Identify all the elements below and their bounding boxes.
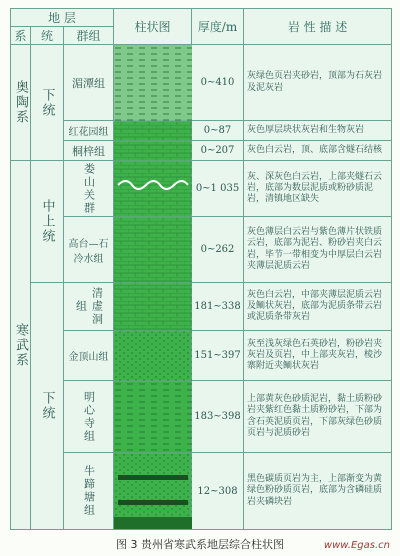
thickness-mingxinsi: 183~398 — [192, 381, 244, 453]
desc-meitan: 灰绿色页岩夹砂岩，顶部为石灰岩及泥灰岩 — [244, 45, 391, 121]
header-system: 系 — [11, 27, 31, 45]
desc-niutitang: 黑色碳质页岩为主，上部渐变为黄绿色粉砂质页岩，底部为含磷硅质岩夹磷块岩 — [247, 474, 383, 507]
group-honghuayuan: 红花园组 — [64, 121, 114, 141]
desc-qingxudong: 灰色白云岩，中部夹薄层泥质云岩及鲕状灰岩，底部为泥质条带云岩或泥质条带灰岩 — [244, 283, 391, 331]
group-niutitang: 牛蹄塘组 — [64, 453, 114, 529]
lithologic-column — [114, 45, 192, 529]
thickness-tongzi: 0~207 — [192, 141, 244, 161]
desc-mingxinsi: 上部黄灰色砂质泥岩，黏土质粉砂岩夹紫红色黏土质粉砂岩，下部为含石英泥质页岩，下部灰绿色砂质页岩与泥质砂岩 — [244, 381, 391, 453]
group-gaotai-shilengshui: 高台—石冷水组 — [64, 217, 114, 283]
header-column: 柱状图 — [114, 9, 192, 45]
group-tongzi: 桐梓组 — [64, 141, 114, 161]
group-mingxinsi: 明心寺组 — [64, 381, 114, 453]
desc-honghuayuan: 灰色厚层块状灰岩和生物灰岩 — [244, 121, 391, 141]
group-qingxudong: 清虚洞组 — [64, 283, 114, 331]
group-jindingshan: 金顶山组 — [64, 331, 114, 381]
header-series: 统 — [31, 27, 64, 45]
lithology-pattern — [114, 45, 192, 529]
group-meitan: 湄潭组 — [64, 45, 114, 121]
header-group: 群组 — [64, 27, 114, 45]
desc-jindingshan: 灰至浅灰绿色石英砂岩，粉砂岩夹灰岩及页岩，中上部夹灰岩，棱沙寨附近夹鲕状灰岩 — [244, 331, 391, 381]
thickness-honghuayuan: 0~87 — [192, 121, 244, 141]
watermark: www.Egas.cn — [323, 540, 390, 551]
series-lower-cambrian: 下统 — [31, 283, 64, 529]
thickness-niutitang: 12~308 — [192, 453, 244, 529]
header-thickness: 厚度/m — [192, 9, 244, 45]
thickness-loushanguan: 0~1 035 — [192, 161, 244, 217]
desc-loushanguan: 灰、深灰色白云岩，上部夹燧石云岩，底部为数层泥质或粉砂质泥岩，清镇地区缺失 — [244, 161, 391, 217]
desc-tongzi: 灰色白云岩，顶、底部含燧石结核 — [244, 141, 391, 161]
series-middle-upper-cambrian: 中上统 — [31, 161, 64, 283]
desc-gaotai: 灰色薄层白云岩与紫色薄片状铁质云岩，底部为泥岩、粉砂岩夹白云岩，毕节一带相变为中厚层白云岩夹薄层泥质云岩 — [244, 217, 391, 283]
thickness-jindingshan: 151~397 — [192, 331, 244, 381]
thickness-gaotai: 0~262 — [192, 217, 244, 283]
thickness-qingxudong: 181~338 — [192, 283, 244, 331]
system-ordovician: 奥陶系 — [11, 45, 31, 161]
thickness-meitan: 0~410 — [192, 45, 244, 121]
header-stratum: 地 层 — [11, 9, 114, 27]
group-loushanguan: 娄山关群 — [64, 161, 114, 217]
figure-caption: 图 3 贵州省寒武系地层综合柱状图 — [116, 538, 284, 551]
system-cambrian: 寒武系 — [11, 161, 31, 529]
header-description: 岩 性 描 述 — [244, 9, 391, 45]
stratigraphic-table — [10, 8, 392, 530]
series-lower-ordovician: 下统 — [31, 45, 64, 161]
